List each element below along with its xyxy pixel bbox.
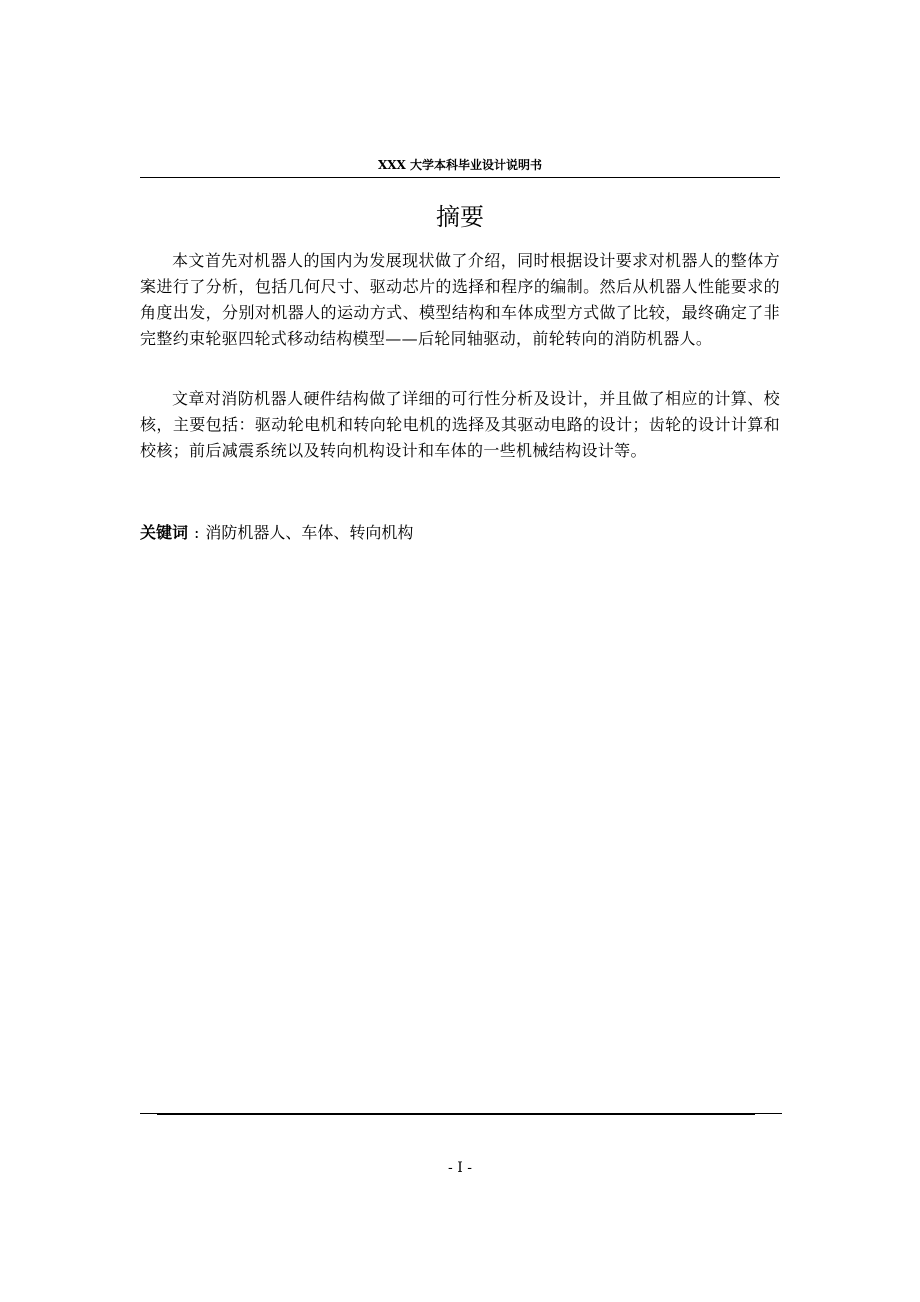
abstract-title: 摘要 xyxy=(436,203,484,231)
keywords-label: 关键词 xyxy=(140,523,189,542)
footer-divider-thick xyxy=(157,1113,755,1115)
page-number: - I - xyxy=(448,1160,472,1176)
page-header: XXX 大学本科毕业设计说明书 xyxy=(377,158,543,172)
keywords-value: 消防机器人、车体、转向机构 xyxy=(205,523,414,542)
abstract-paragraph-2: 文章对消防机器人硬件结构做了详细的可行性分析及设计，并且做了相应的计算、校核，主要包括：驱动轮电机和转向轮电机的选择及其驱动电路的设计；齿轮的设计计算和校核；前后减震系统以及转向机构设计和车体的一些机械结构设计等。 xyxy=(140,389,780,460)
keywords-line xyxy=(140,520,780,546)
abstract-paragraph-1: 本文首先对机器人的国内为发展现状做了介绍，同时根据设计要求对机器人的整体方案进行了分析，包括几何尺寸、驱动芯片的选择和程序的编制。然后从机器人性能要求的角度出发，分别对机器人的运动方式、模型结构和车体成型方式做了比较，最终确定了非完整约束轮驱四轮式移动结构模型——后轮同轴驱动，前轮转向的消防机器人。 xyxy=(140,251,780,348)
header-divider xyxy=(140,177,780,178)
keywords-separator: : xyxy=(194,523,200,542)
